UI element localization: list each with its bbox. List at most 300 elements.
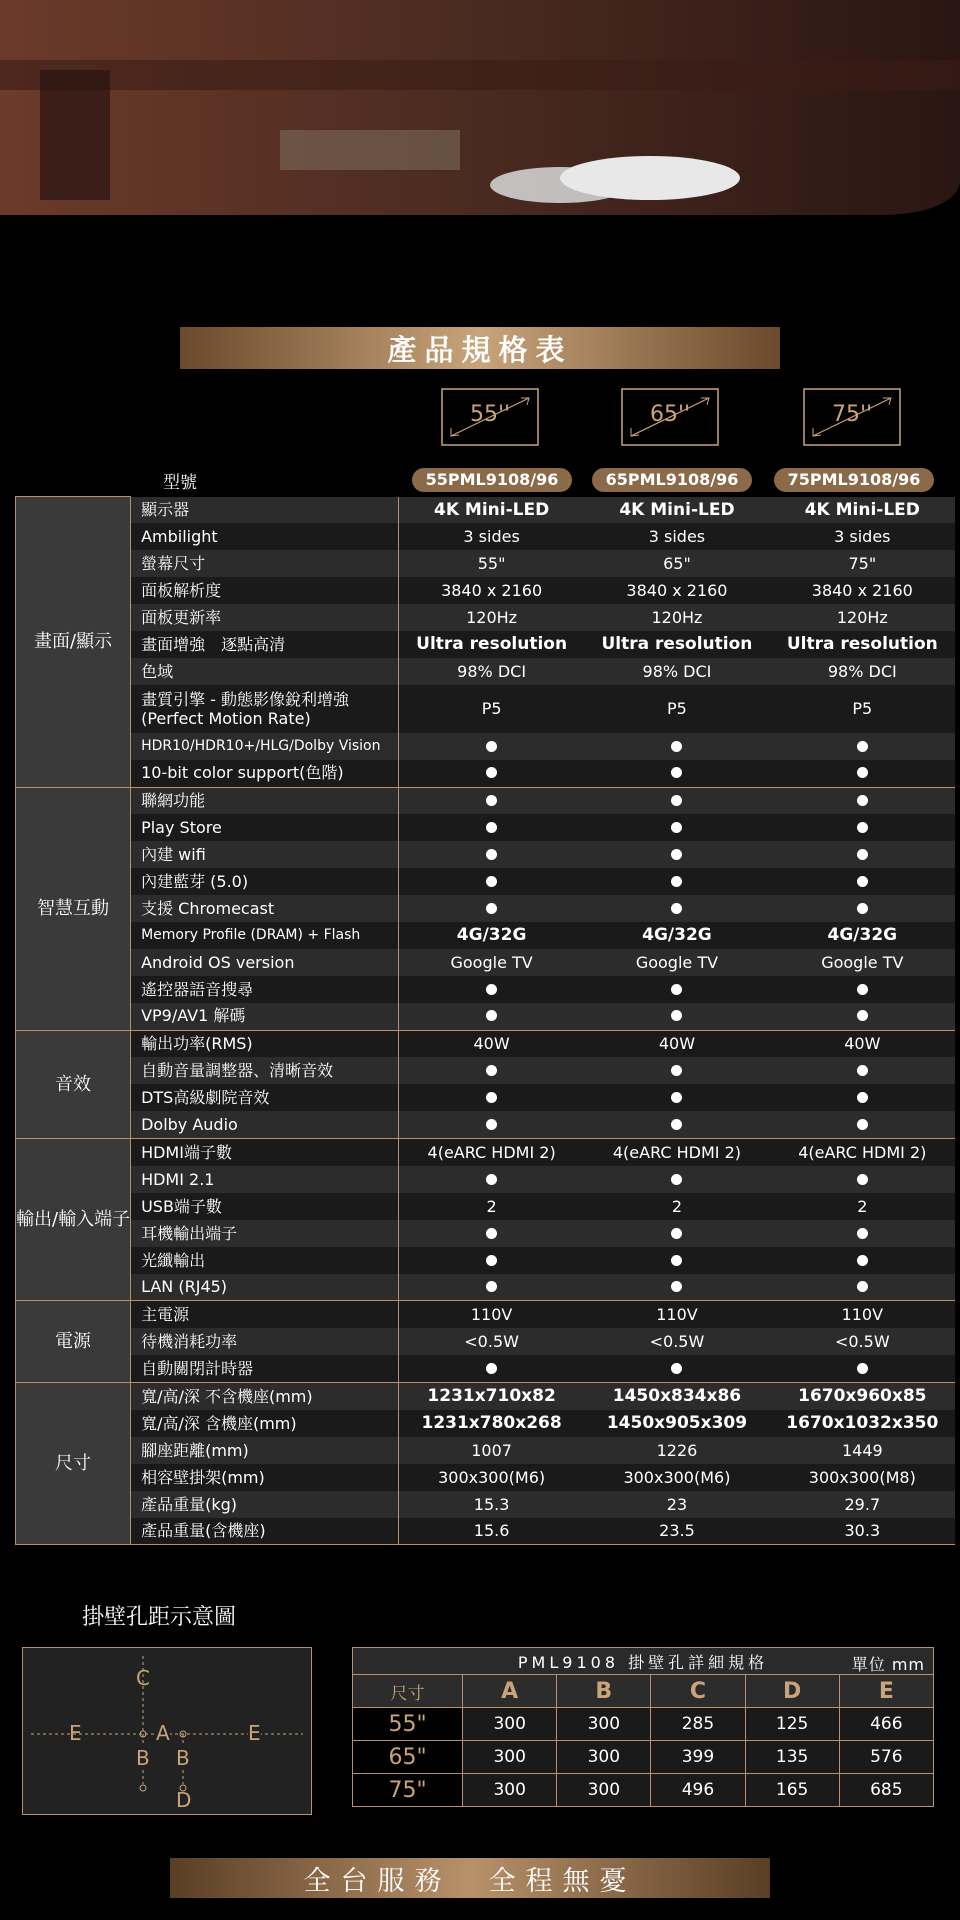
model-75: 75PML9108/96 [774, 468, 934, 492]
dot-icon [857, 1174, 868, 1185]
diagram-label-b-left: B [136, 1746, 150, 1770]
spec-row [16, 1464, 956, 1491]
diagram-label-e-right: E [248, 1721, 261, 1745]
spec-value: 300x300(M6) [398, 1464, 584, 1491]
spec-value: 3840 x 2160 [398, 577, 584, 604]
supported-dot-icon [770, 787, 955, 814]
wall-table-size: 55" [353, 1708, 463, 1741]
spec-label: LAN (RJ45) [131, 1274, 399, 1301]
dot-icon [857, 1363, 868, 1374]
dot-icon [857, 767, 868, 778]
spec-value: 1231x710x82 [398, 1383, 584, 1410]
dot-icon [857, 1255, 868, 1266]
spec-label: 面板更新率 [131, 604, 399, 631]
spec-label: 內建 wifi [131, 841, 399, 868]
size-75-icon [803, 388, 901, 446]
spec-label: Play Store [131, 814, 399, 841]
spec-label: 相容壁掛架(mm) [131, 1464, 399, 1491]
spec-value: Ultra resolution [584, 631, 769, 658]
spec-row [16, 1003, 956, 1030]
spec-value: 40W [584, 1030, 769, 1057]
spec-label: 待機消耗功率 [131, 1328, 399, 1355]
supported-dot-icon [398, 841, 584, 868]
supported-dot-icon [398, 1057, 584, 1084]
supported-dot-icon [584, 733, 769, 760]
spec-row [16, 976, 956, 1003]
supported-dot-icon [770, 868, 955, 895]
supported-dot-icon [398, 1111, 584, 1138]
spec-value: Google TV [584, 949, 769, 976]
supported-dot-icon [398, 1355, 584, 1382]
spec-row [16, 1437, 956, 1464]
spec-value: 300x300(M8) [770, 1464, 955, 1491]
size-65-icon [621, 388, 719, 446]
spec-label: Memory Profile (DRAM) + Flash [131, 922, 399, 949]
supported-dot-icon [770, 1111, 955, 1138]
dot-icon [857, 1281, 868, 1292]
supported-dot-icon [584, 868, 769, 895]
size-55-icon [441, 388, 539, 446]
spec-value: 1670x960x85 [770, 1383, 955, 1410]
spec-row [16, 523, 956, 550]
spec-row [16, 814, 956, 841]
spec-value: P5 [398, 685, 584, 733]
spec-label: HDMI端子數 [131, 1139, 399, 1166]
spec-row [16, 841, 956, 868]
wall-table-head-row [353, 1675, 934, 1708]
spec-value: 120Hz [770, 604, 955, 631]
spec-value: 120Hz [584, 604, 769, 631]
wall-table-cell: 135 [745, 1741, 839, 1774]
spec-label: 遙控器語音搜尋 [131, 976, 399, 1003]
spec-value: 4(eARC HDMI 2) [398, 1139, 584, 1166]
supported-dot-icon [398, 1274, 584, 1301]
supported-dot-icon [398, 1247, 584, 1274]
spec-value: 1007 [398, 1437, 584, 1464]
spec-label: 主電源 [131, 1301, 399, 1328]
supported-dot-icon [584, 787, 769, 814]
spec-label: 色域 [131, 658, 399, 685]
spec-label: DTS高級劇院音效 [131, 1084, 399, 1111]
spec-label: 10-bit color support(色階) [131, 760, 399, 787]
wall-table-cell: 300 [463, 1741, 557, 1774]
supported-dot-icon [398, 868, 584, 895]
spec-value: 1449 [770, 1437, 955, 1464]
spec-row [16, 1301, 956, 1328]
spec-label: Android OS version [131, 949, 399, 976]
spec-value: 4G/32G [770, 922, 955, 949]
spec-value: 1231x780x268 [398, 1410, 584, 1437]
supported-dot-icon [398, 895, 584, 922]
supported-dot-icon [398, 787, 584, 814]
spec-value: 2 [584, 1193, 769, 1220]
spec-row [16, 1111, 956, 1138]
wall-table-cell: 466 [839, 1708, 933, 1741]
spec-label: USB端子數 [131, 1193, 399, 1220]
supported-dot-icon [770, 1003, 955, 1030]
dot-icon [671, 1363, 682, 1374]
spec-label: HDR10/HDR10+/HLG/Dolby Vision [131, 733, 399, 760]
spec-label: 寬/高/深 不含機座(mm) [131, 1383, 399, 1410]
spec-value: 3840 x 2160 [584, 577, 769, 604]
spec-row [16, 1057, 956, 1084]
wall-table-cell: 576 [839, 1741, 933, 1774]
wall-table-cell: 165 [745, 1774, 839, 1807]
wall-table-header [353, 1648, 934, 1675]
spec-value: Google TV [770, 949, 955, 976]
dot-icon [486, 795, 497, 806]
spec-label: 耳機輸出端子 [131, 1220, 399, 1247]
dot-icon [486, 849, 497, 860]
spec-value: 3 sides [584, 523, 769, 550]
supported-dot-icon [584, 1111, 769, 1138]
spec-value: 1450x905x309 [584, 1410, 769, 1437]
dot-icon [671, 1065, 682, 1076]
diagram-label-b-right: B [176, 1746, 190, 1770]
supported-dot-icon [398, 1003, 584, 1030]
spec-label: 面板解析度 [131, 577, 399, 604]
supported-dot-icon [770, 1274, 955, 1301]
diagram-label-c: C [136, 1666, 150, 1690]
dot-icon [671, 1119, 682, 1130]
spec-row [16, 1084, 956, 1111]
supported-dot-icon [584, 976, 769, 1003]
spec-row [16, 1491, 956, 1518]
spec-label: 產品重量(含機座) [131, 1518, 399, 1545]
spec-value: 75" [770, 550, 955, 577]
spec-value: 110V [770, 1301, 955, 1328]
spec-value: 300x300(M6) [584, 1464, 769, 1491]
supported-dot-icon [770, 1247, 955, 1274]
spec-row [16, 1328, 956, 1355]
dot-icon [486, 741, 497, 752]
spec-value: 1450x834x86 [584, 1383, 769, 1410]
size-55-label: 55'' [469, 402, 511, 427]
dot-icon [486, 876, 497, 887]
spec-value: 29.7 [770, 1491, 955, 1518]
wall-table-cell: 285 [651, 1708, 745, 1741]
dot-icon [671, 1092, 682, 1103]
spec-label: 內建藍芽 (5.0) [131, 868, 399, 895]
spec-label-line2: (Perfect Motion Rate) [141, 708, 311, 728]
spec-value: 23 [584, 1491, 769, 1518]
spec-value: 65" [584, 550, 769, 577]
spec-value: <0.5W [770, 1328, 955, 1355]
supported-dot-icon [584, 1355, 769, 1382]
spec-value: 55" [398, 550, 584, 577]
spec-title-banner [180, 327, 780, 369]
dot-icon [671, 1174, 682, 1185]
supported-dot-icon [398, 814, 584, 841]
spec-row [16, 604, 956, 631]
spec-value: 120Hz [398, 604, 584, 631]
spec-value: 110V [584, 1301, 769, 1328]
dot-icon [486, 1255, 497, 1266]
dot-icon [486, 1092, 497, 1103]
spec-row [16, 787, 956, 814]
dot-icon [671, 1228, 682, 1239]
wall-table-cell: 300 [557, 1708, 651, 1741]
wall-table-row [353, 1774, 934, 1807]
supported-dot-icon [398, 733, 584, 760]
spec-label: HDMI 2.1 [131, 1166, 399, 1193]
supported-dot-icon [584, 760, 769, 787]
supported-dot-icon [398, 760, 584, 787]
supported-dot-icon [584, 814, 769, 841]
dot-icon [857, 1228, 868, 1239]
wall-table-cell: 496 [651, 1774, 745, 1807]
supported-dot-icon [584, 1003, 769, 1030]
dot-icon [671, 795, 682, 806]
spec-row [16, 1247, 956, 1274]
spec-value: 98% DCI [584, 658, 769, 685]
spec-label: 聯網功能 [131, 787, 399, 814]
spec-label: VP9/AV1 解碼 [131, 1003, 399, 1030]
supported-dot-icon [584, 1166, 769, 1193]
spec-value: 4G/32G [398, 922, 584, 949]
supported-dot-icon [584, 1220, 769, 1247]
dot-icon [486, 1119, 497, 1130]
spec-category: 輸出/輸入端子 [16, 1139, 131, 1301]
dot-icon [486, 1228, 497, 1239]
diagram-label-d: D [176, 1788, 192, 1812]
spec-label: 畫面增強 逐點高清 [131, 631, 399, 658]
model-55: 55PML9108/96 [412, 468, 572, 492]
wall-table-row [353, 1741, 934, 1774]
spec-value: 2 [398, 1193, 584, 1220]
dot-icon [857, 1010, 868, 1021]
wall-table-unit: 單位 mm [851, 1655, 925, 1674]
spec-value: 98% DCI [398, 658, 584, 685]
spec-value: 1670x1032x350 [770, 1410, 955, 1437]
spec-label: 支援 Chromecast [131, 895, 399, 922]
wall-table-column-header: 尺寸 [353, 1675, 463, 1708]
dot-icon [857, 1065, 868, 1076]
spec-row [16, 895, 956, 922]
dot-icon [857, 795, 868, 806]
wall-table-column-header: A [463, 1675, 557, 1708]
dot-icon [671, 767, 682, 778]
supported-dot-icon [584, 841, 769, 868]
dot-icon [671, 1010, 682, 1021]
supported-dot-icon [584, 895, 769, 922]
dot-icon [857, 1092, 868, 1103]
supported-dot-icon [770, 895, 955, 922]
spec-row [16, 577, 956, 604]
wall-table-cell: 300 [463, 1708, 557, 1741]
dot-icon [486, 1281, 497, 1292]
spec-row [16, 1518, 956, 1545]
spec-value: 110V [398, 1301, 584, 1328]
supported-dot-icon [770, 1057, 955, 1084]
dot-icon [671, 876, 682, 887]
wall-table-size: 75" [353, 1774, 463, 1807]
supported-dot-icon [770, 1355, 955, 1382]
spec-value: P5 [770, 685, 955, 733]
supported-dot-icon [584, 1057, 769, 1084]
spec-label: 自動關閉計時器 [131, 1355, 399, 1382]
wall-table-size: 65" [353, 1741, 463, 1774]
wall-table-title: PML9108 掛壁孔詳細規格 [517, 1652, 769, 1672]
spec-value: 1226 [584, 1437, 769, 1464]
dot-icon [486, 1174, 497, 1185]
spec-row [16, 760, 956, 787]
spec-row [16, 1355, 956, 1382]
spec-row [16, 868, 956, 895]
supported-dot-icon [584, 1274, 769, 1301]
footer-banner [170, 1858, 770, 1898]
spec-value: 4K Mini-LED [398, 497, 584, 524]
dot-icon [671, 849, 682, 860]
spec-value: 15.3 [398, 1491, 584, 1518]
dot-icon [857, 822, 868, 833]
supported-dot-icon [398, 1166, 584, 1193]
spec-category: 智慧互動 [16, 787, 131, 1030]
wall-table-column-header: D [745, 1675, 839, 1708]
spec-value: 23.5 [584, 1518, 769, 1545]
spec-row [16, 922, 956, 949]
supported-dot-icon [398, 1220, 584, 1247]
spec-label: 寬/高/深 含機座(mm) [131, 1410, 399, 1437]
spec-row [16, 1220, 956, 1247]
supported-dot-icon [770, 976, 955, 1003]
spec-label: Dolby Audio [131, 1111, 399, 1138]
supported-dot-icon [770, 1166, 955, 1193]
wall-table-cell: 125 [745, 1708, 839, 1741]
dot-icon [486, 822, 497, 833]
spec-label: 螢幕尺寸 [131, 550, 399, 577]
spec-category: 尺寸 [16, 1383, 131, 1545]
spec-row [16, 550, 956, 577]
supported-dot-icon [770, 1084, 955, 1111]
dot-icon [486, 984, 497, 995]
spec-title: 產品規格表 [387, 332, 573, 367]
dot-icon [671, 903, 682, 914]
spec-value: 4(eARC HDMI 2) [770, 1139, 955, 1166]
spec-value: <0.5W [398, 1328, 584, 1355]
dot-icon [671, 984, 682, 995]
spec-value: Google TV [398, 949, 584, 976]
wall-table-column-header: C [651, 1675, 745, 1708]
spec-label: Ambilight [131, 523, 399, 550]
spec-value: 3 sides [398, 523, 584, 550]
spec-value: 4G/32G [584, 922, 769, 949]
spec-label: 腳座距離(mm) [131, 1437, 399, 1464]
dot-icon [857, 1119, 868, 1130]
spec-row [16, 1274, 956, 1301]
wall-table-column-header: B [557, 1675, 651, 1708]
wall-table-cell: 300 [557, 1741, 651, 1774]
supported-dot-icon [398, 1084, 584, 1111]
spec-label: 輸出功率(RMS) [131, 1030, 399, 1057]
spec-label: 產品重量(kg) [131, 1491, 399, 1518]
supported-dot-icon [770, 733, 955, 760]
spec-row [16, 1410, 956, 1437]
dot-icon [857, 903, 868, 914]
dot-icon [857, 849, 868, 860]
wall-table-cell: 300 [557, 1774, 651, 1807]
spec-row [16, 1383, 956, 1410]
wall-table-cell: 399 [651, 1741, 745, 1774]
spec-category: 音效 [16, 1030, 131, 1139]
spec-category: 畫面/顯示 [16, 497, 131, 788]
model-label: 型號 [163, 473, 197, 493]
supported-dot-icon [770, 841, 955, 868]
spec-value: Ultra resolution [770, 631, 955, 658]
spec-row [16, 733, 956, 760]
spec-value: 40W [398, 1030, 584, 1057]
spec-row [16, 1193, 956, 1220]
model-65: 65PML9108/96 [592, 468, 752, 492]
footer-text: 全台服務 全程無憂 [303, 1865, 637, 1897]
size-65-label: 65'' [649, 402, 691, 427]
supported-dot-icon [770, 760, 955, 787]
spec-value: 98% DCI [770, 658, 955, 685]
spec-row [16, 949, 956, 976]
supported-dot-icon [398, 976, 584, 1003]
spec-row [16, 658, 956, 685]
dot-icon [486, 1010, 497, 1021]
dot-icon [671, 1255, 682, 1266]
spec-label-line1: 畫質引擎 - 動態影像銳利增強 [141, 689, 350, 709]
dot-icon [486, 1363, 497, 1374]
diagram-label-a: A [156, 1721, 170, 1745]
spec-row [16, 685, 956, 733]
spec-value: 3840 x 2160 [770, 577, 955, 604]
spec-row [16, 1139, 956, 1166]
spec-row [16, 1030, 956, 1057]
dot-icon [486, 903, 497, 914]
spec-label: 自動音量調整器、清晰音效 [131, 1057, 399, 1084]
spec-category: 電源 [16, 1301, 131, 1383]
wall-table-cell: 300 [463, 1774, 557, 1807]
spec-value: 40W [770, 1030, 955, 1057]
spec-value: 4(eARC HDMI 2) [584, 1139, 769, 1166]
dot-icon [857, 876, 868, 887]
wall-table-cell: 685 [839, 1774, 933, 1807]
spec-value: Ultra resolution [398, 631, 584, 658]
diagram-label-e-left: E [69, 1721, 82, 1745]
dot-icon [486, 767, 497, 778]
spec-row [16, 497, 956, 524]
spec-value: 30.3 [770, 1518, 955, 1545]
dot-icon [671, 1281, 682, 1292]
spec-value: 4K Mini-LED [584, 497, 769, 524]
spec-table [15, 496, 955, 1545]
dot-icon [486, 1065, 497, 1076]
supported-dot-icon [584, 1247, 769, 1274]
spec-label: 光纖輸出 [131, 1247, 399, 1274]
spec-label: 顯示器 [131, 497, 399, 524]
spec-value: 15.6 [398, 1518, 584, 1545]
wall-table-column-header: E [839, 1675, 933, 1708]
supported-dot-icon [770, 814, 955, 841]
spec-row [16, 631, 956, 658]
wall-mount-table [352, 1647, 934, 1807]
spec-row [16, 1166, 956, 1193]
dot-icon [671, 741, 682, 752]
spec-value: <0.5W [584, 1328, 769, 1355]
size-75-label: 75'' [831, 402, 873, 427]
spec-value: 3 sides [770, 523, 955, 550]
wall-mount-title: 掛壁孔距示意圖 [82, 1605, 237, 1630]
spec-value: 2 [770, 1193, 955, 1220]
supported-dot-icon [584, 1084, 769, 1111]
spec-value: P5 [584, 685, 769, 733]
wall-table-row [353, 1708, 934, 1741]
spec-label [131, 685, 399, 733]
dot-icon [671, 822, 682, 833]
